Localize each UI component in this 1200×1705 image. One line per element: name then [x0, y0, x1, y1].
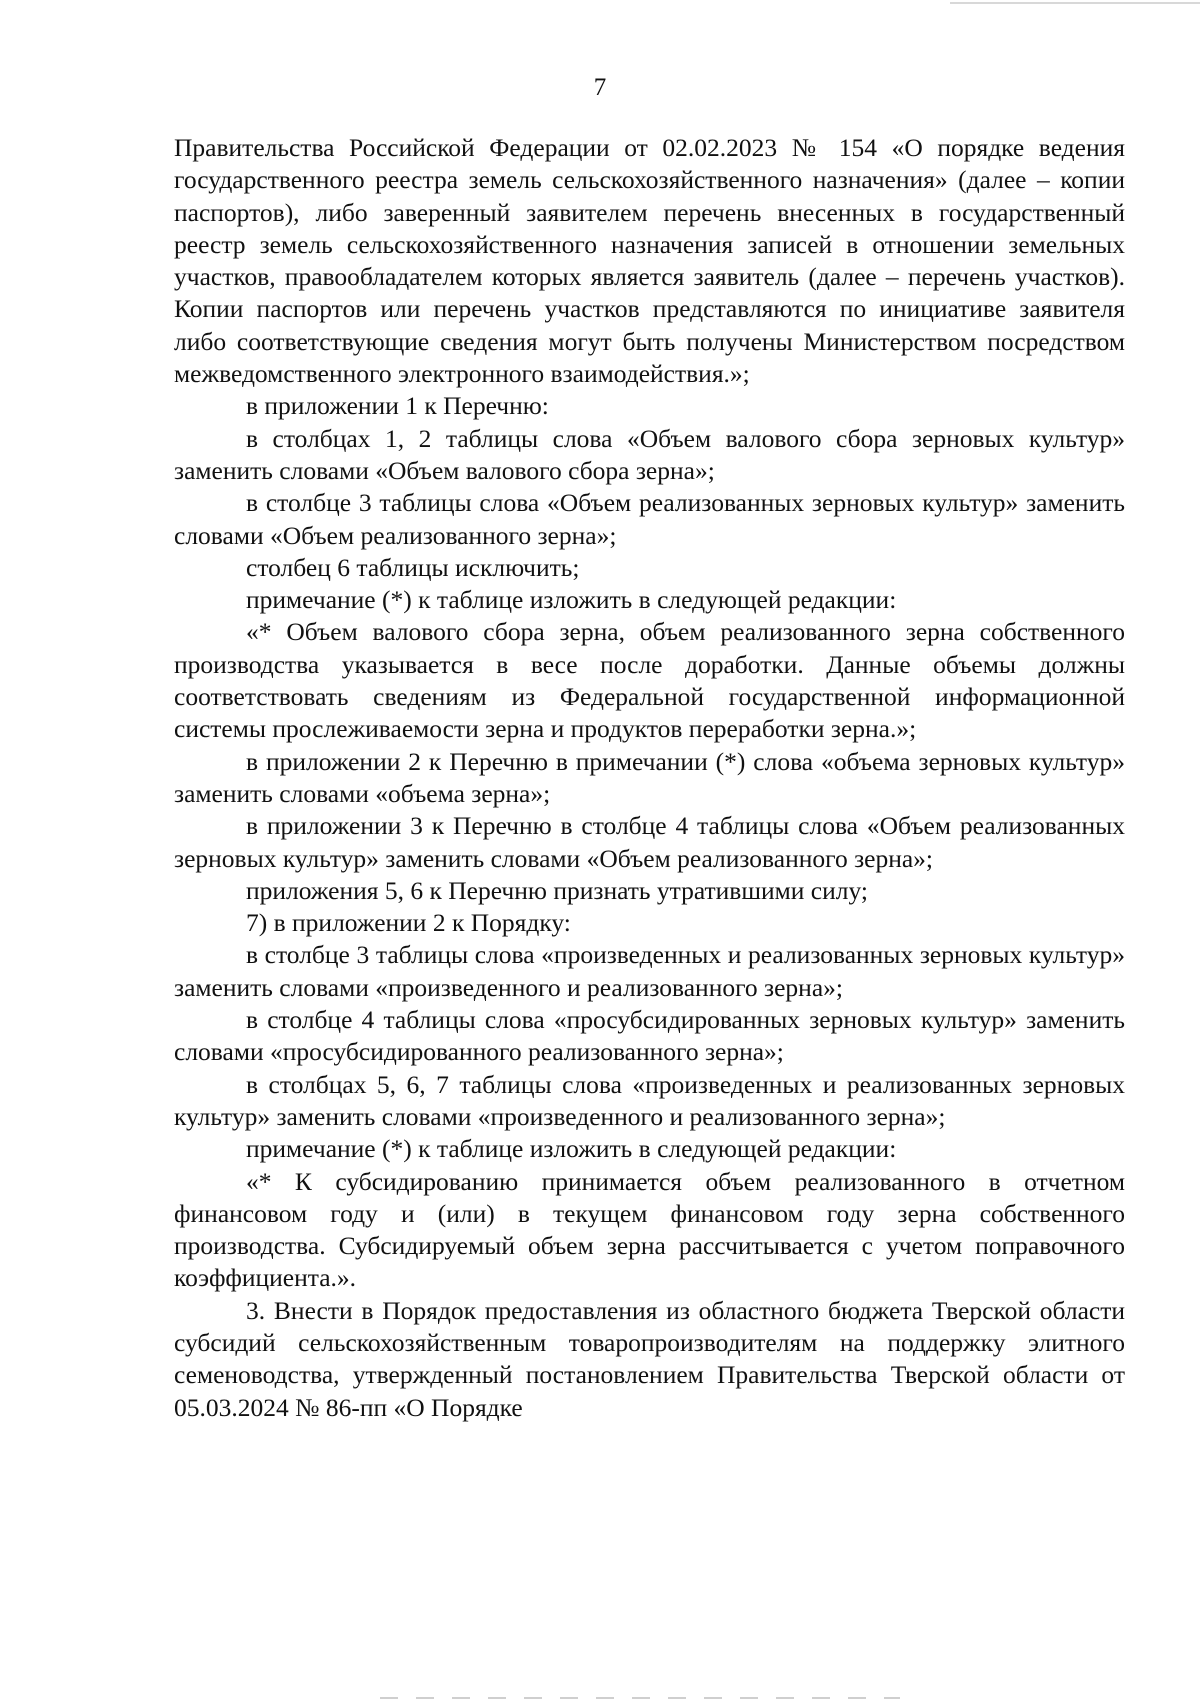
- scan-edge-line: [950, 2, 1200, 4]
- paragraph-15: примечание (*) к таблице изложить в следующей редакции:: [246, 1134, 897, 1164]
- paragraph-17: 3. Внести в Порядок предоставления из областного бюджета Тверской области субсидий сельскохозяйственным товаропроизводителям на поддержку элитного семеноводства, утвержденный постановлением Правительства Тверской области от 05.03.2024 № 86-пп «О Порядке: [174, 1295, 1125, 1422]
- paragraph-13: в столбце 4 таблицы слова «просубсидированных зерновых культур» заменить словами «просубсидированного реализованного зерна»;: [174, 1005, 1125, 1067]
- page-number: 7: [593, 74, 607, 101]
- paragraph-5: столбец 6 таблицы исключить;: [246, 552, 580, 582]
- paragraph-1: Правительства Российской Федерации от 02.02.2023 № 154 «О порядке ведения государственного реестра земель сельскохозяйственного назначения» (далее – копии паспортов), либо заверенный заявителем перечень внесенных в государственный реестр земель сельскохозяйственного назначения записей в отношении земельных участков, правообладателем которых является заявитель (далее – перечень участков). Копии паспортов или перечень участков представляются по инициативе заявителя либо соответствующие сведения могут быть получены Министерством посредством межведомственного электронного взаимодействия.»;: [174, 133, 1125, 389]
- paragraph-4: в столбце 3 таблицы слова «Объем реализованных зерновых культур» заменить словами «Объем реализованного зерна»;: [174, 488, 1125, 550]
- paragraph-2: в приложении 1 к Перечню:: [246, 391, 549, 421]
- paragraph-3: в столбцах 1, 2 таблицы слова «Объем валового сбора зерновых культур» заменить словами «Объем валового сбора зерна»;: [174, 423, 1125, 485]
- paragraph-10: приложения 5, 6 к Перечню признать утратившими силу;: [246, 875, 868, 905]
- paragraph-6: примечание (*) к таблице изложить в следующей редакции:: [246, 585, 897, 615]
- paragraph-9: в приложении 3 к Перечню в столбце 4 таблицы слова «Объем реализованных зерновых культур» заменить словами «Объем реализованного зерна»;: [174, 811, 1125, 873]
- paragraph-16: «* К субсидированию принимается объем реализованного в отчетном финансовом году и (или) в текущем финансовом году зерна собственного производства. Субсидируемый объем зерна рассчитывается с учетом поправочного коэффициента.».: [174, 1166, 1125, 1293]
- paragraph-11: 7) в приложении 2 к Порядку:: [246, 908, 571, 938]
- paragraph-7: «* Объем валового сбора зерна, объем реализованного зерна собственного производства указывается в весе после доработки. Данные объемы должны соответствовать сведениям из Федеральной государственной информационной системы прослеживаемости зерна и продуктов переработки зерна.»;: [174, 617, 1125, 744]
- scan-edge-dashes: [380, 1697, 900, 1699]
- paragraph-14: в столбцах 5, 6, 7 таблицы слова «произведенных и реализованных зерновых культур» заменить словами «произведенного и реализованного зерна»;: [174, 1069, 1125, 1131]
- paragraph-8: в приложении 2 к Перечню в примечании (*) слова «объема зерновых культур» заменить словами «объема зерна»;: [174, 746, 1125, 808]
- paragraph-12: в столбце 3 таблицы слова «произведенных и реализованных зерновых культур» заменить словами «произведенного и реализованного зерна»;: [174, 940, 1125, 1002]
- document-body: [174, 132, 1125, 1424]
